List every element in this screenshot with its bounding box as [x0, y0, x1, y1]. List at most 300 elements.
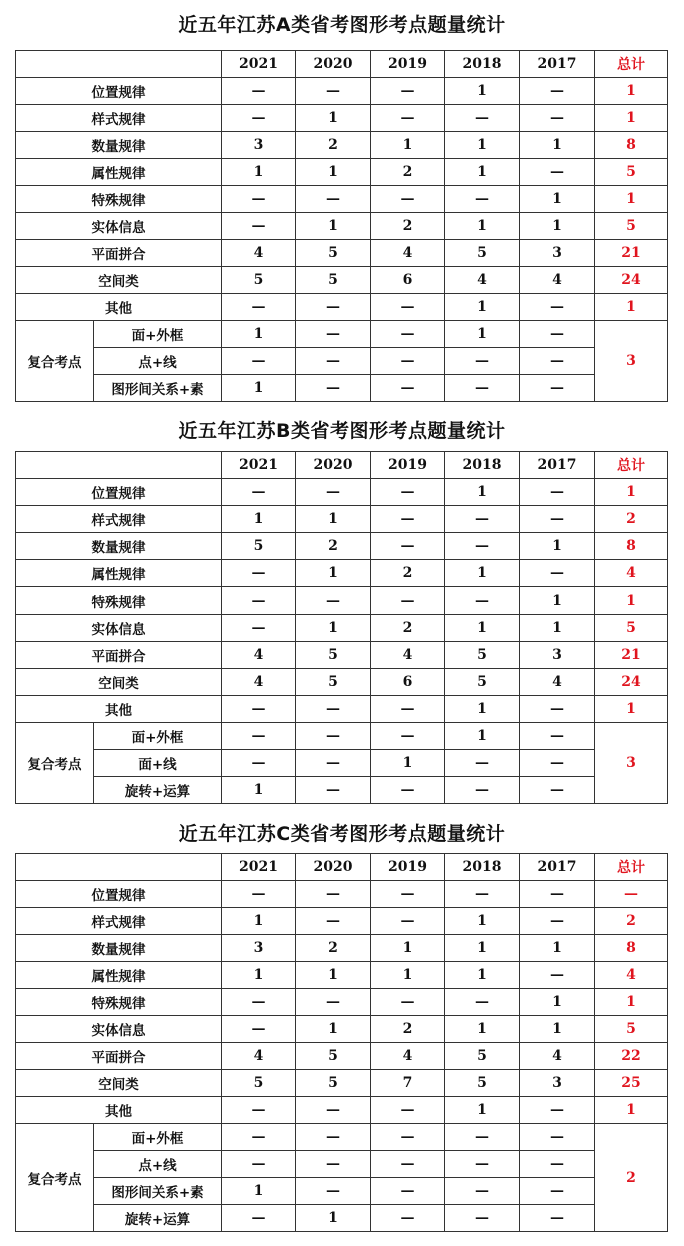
value-cell: 1 [445, 962, 520, 989]
value-cell: — [371, 294, 445, 321]
header-row [16, 51, 668, 78]
total-cell: 1 [595, 695, 668, 722]
row-label: 平面拼合 [16, 641, 222, 668]
value-cell: 4 [371, 240, 445, 267]
compound-row [16, 777, 668, 804]
compound-sub-label: 面+外框 [94, 722, 222, 749]
value-cell: 1 [296, 1016, 371, 1043]
value-cell: 1 [520, 614, 595, 641]
value-cell: 3 [520, 240, 595, 267]
table-row [16, 132, 668, 159]
value-cell: 1 [296, 1205, 371, 1232]
value-cell: — [445, 1205, 520, 1232]
value-cell: — [520, 881, 595, 908]
value-cell: — [371, 533, 445, 560]
value-cell: 1 [445, 159, 520, 186]
value-cell: 2 [371, 159, 445, 186]
value-cell: 1 [296, 159, 371, 186]
year-header: 2020 [296, 452, 371, 479]
compound-sub-label: 面+外框 [94, 1124, 222, 1151]
table-row [16, 267, 668, 294]
compound-sub-label: 面+外框 [94, 321, 222, 348]
value-cell: 4 [520, 1043, 595, 1070]
total-cell: 4 [595, 560, 668, 587]
compound-row [16, 722, 668, 749]
value-cell: — [445, 777, 520, 804]
row-label: 平面拼合 [16, 240, 222, 267]
table-row [16, 479, 668, 506]
value-cell: 1 [520, 533, 595, 560]
value-cell: — [371, 722, 445, 749]
corner-cell [16, 51, 222, 78]
value-cell: 1 [296, 614, 371, 641]
value-cell: — [520, 506, 595, 533]
value-cell: — [520, 777, 595, 804]
stats-table [15, 451, 668, 804]
total-cell: 21 [595, 240, 668, 267]
value-cell: 1 [520, 132, 595, 159]
row-label: 数量规律 [16, 132, 222, 159]
value-cell: — [371, 587, 445, 614]
value-cell: — [296, 1178, 371, 1205]
total-cell: 5 [595, 159, 668, 186]
value-cell: — [371, 321, 445, 348]
total-cell: 24 [595, 668, 668, 695]
value-cell: 1 [222, 375, 296, 402]
value-cell: — [371, 78, 445, 105]
table-title: 近五年江苏A类省考图形考点题量统计 [178, 14, 506, 36]
compound-row [16, 375, 668, 402]
total-cell: 1 [595, 1097, 668, 1124]
value-cell: — [222, 348, 296, 375]
value-cell: 1 [445, 132, 520, 159]
row-label: 其他 [16, 695, 222, 722]
value-cell: — [445, 348, 520, 375]
value-cell: — [445, 881, 520, 908]
value-cell: — [371, 479, 445, 506]
total-cell: 1 [595, 105, 668, 132]
value-cell: 1 [520, 1016, 595, 1043]
value-cell: — [222, 587, 296, 614]
year-header: 2019 [371, 51, 445, 78]
value-cell: — [296, 348, 371, 375]
value-cell: 2 [371, 614, 445, 641]
year-header: 2019 [371, 854, 445, 881]
table-row [16, 533, 668, 560]
stats-section [0, 815, 684, 1228]
value-cell: — [222, 1151, 296, 1178]
value-cell: — [520, 1124, 595, 1151]
value-cell: — [371, 186, 445, 213]
row-label: 样式规律 [16, 506, 222, 533]
table-row [16, 935, 668, 962]
table-row [16, 962, 668, 989]
value-cell: — [445, 375, 520, 402]
value-cell: 1 [371, 750, 445, 777]
value-cell: — [296, 78, 371, 105]
row-label: 数量规律 [16, 935, 222, 962]
value-cell: 1 [222, 962, 296, 989]
value-cell: — [520, 348, 595, 375]
value-cell: 1 [371, 132, 445, 159]
year-header: 2018 [445, 51, 520, 78]
value-cell: — [296, 989, 371, 1016]
value-cell: 1 [445, 722, 520, 749]
value-cell: 7 [371, 1070, 445, 1097]
value-cell: 5 [296, 668, 371, 695]
row-label: 位置规律 [16, 881, 222, 908]
compound-group-label: 复合考点 [16, 321, 94, 402]
row-label: 特殊规律 [16, 186, 222, 213]
value-cell: 5 [445, 641, 520, 668]
value-cell: 1 [296, 560, 371, 587]
value-cell: 1 [222, 777, 296, 804]
value-cell: — [222, 722, 296, 749]
value-cell: 4 [520, 668, 595, 695]
value-cell: 1 [445, 294, 520, 321]
total-cell: 2 [595, 908, 668, 935]
value-cell: — [296, 321, 371, 348]
value-cell: — [222, 479, 296, 506]
value-cell: — [222, 186, 296, 213]
value-cell: 2 [371, 560, 445, 587]
year-header: 2021 [222, 51, 296, 78]
value-cell: 1 [520, 935, 595, 962]
table-row [16, 186, 668, 213]
value-cell: 4 [222, 240, 296, 267]
value-cell: — [520, 105, 595, 132]
value-cell: — [371, 1124, 445, 1151]
value-cell: — [520, 159, 595, 186]
compound-total: 2 [595, 1124, 668, 1232]
value-cell: 4 [222, 1043, 296, 1070]
value-cell: 1 [520, 186, 595, 213]
row-label: 空间类 [16, 668, 222, 695]
compound-row [16, 1151, 668, 1178]
total-cell: 21 [595, 641, 668, 668]
stats-section [0, 6, 684, 398]
compound-group-label: 复合考点 [16, 722, 94, 803]
total-header: 总计 [595, 452, 668, 479]
year-header: 2021 [222, 854, 296, 881]
value-cell: — [296, 1124, 371, 1151]
compound-total: 3 [595, 722, 668, 803]
total-cell: 5 [595, 1016, 668, 1043]
total-cell: 1 [595, 294, 668, 321]
row-label: 特殊规律 [16, 989, 222, 1016]
value-cell: — [371, 777, 445, 804]
table-row [16, 213, 668, 240]
value-cell: — [445, 587, 520, 614]
value-cell: — [371, 908, 445, 935]
year-header: 2019 [371, 452, 445, 479]
row-label: 数量规律 [16, 533, 222, 560]
value-cell: 1 [445, 321, 520, 348]
compound-sub-label: 图形间关系+素 [94, 375, 222, 402]
value-cell: — [371, 881, 445, 908]
total-header: 总计 [595, 854, 668, 881]
row-label: 平面拼合 [16, 1043, 222, 1070]
table-row [16, 641, 668, 668]
value-cell: — [296, 777, 371, 804]
value-cell: — [520, 1151, 595, 1178]
value-cell: 1 [222, 908, 296, 935]
value-cell: 3 [520, 641, 595, 668]
value-cell: 5 [296, 240, 371, 267]
year-header: 2018 [445, 854, 520, 881]
compound-row [16, 750, 668, 777]
year-header: 2017 [520, 452, 595, 479]
value-cell: — [222, 560, 296, 587]
row-label: 其他 [16, 1097, 222, 1124]
table-row [16, 881, 668, 908]
table-row [16, 614, 668, 641]
value-cell: 5 [222, 1070, 296, 1097]
year-header: 2020 [296, 51, 371, 78]
value-cell: 1 [445, 695, 520, 722]
value-cell: — [445, 186, 520, 213]
value-cell: 1 [520, 989, 595, 1016]
row-label: 位置规律 [16, 78, 222, 105]
table-row [16, 506, 668, 533]
value-cell: — [445, 1124, 520, 1151]
table-row [16, 1016, 668, 1043]
value-cell: 4 [371, 641, 445, 668]
value-cell: — [222, 989, 296, 1016]
value-cell: — [222, 1097, 296, 1124]
stats-section [0, 415, 684, 801]
table-row [16, 1097, 668, 1124]
value-cell: — [445, 1151, 520, 1178]
total-cell: 25 [595, 1070, 668, 1097]
row-label: 实体信息 [16, 614, 222, 641]
table-row [16, 1043, 668, 1070]
value-cell: 5 [222, 533, 296, 560]
row-label: 属性规律 [16, 560, 222, 587]
value-cell: — [222, 213, 296, 240]
value-cell: — [371, 695, 445, 722]
value-cell: 1 [445, 560, 520, 587]
value-cell: — [520, 78, 595, 105]
value-cell: — [296, 375, 371, 402]
year-header: 2020 [296, 854, 371, 881]
value-cell: — [296, 1097, 371, 1124]
value-cell: 2 [296, 132, 371, 159]
value-cell: — [296, 479, 371, 506]
value-cell: — [371, 1205, 445, 1232]
row-label: 其他 [16, 294, 222, 321]
value-cell: — [371, 506, 445, 533]
value-cell: 5 [222, 267, 296, 294]
value-cell: 1 [222, 321, 296, 348]
total-header: 总计 [595, 51, 668, 78]
value-cell: 5 [445, 1070, 520, 1097]
value-cell: — [222, 1016, 296, 1043]
total-cell: 2 [595, 506, 668, 533]
value-cell: — [371, 1097, 445, 1124]
value-cell: 5 [445, 668, 520, 695]
compound-row [16, 321, 668, 348]
value-cell: — [296, 750, 371, 777]
value-cell: 5 [445, 1043, 520, 1070]
value-cell: 2 [296, 935, 371, 962]
compound-sub-label: 旋转+运算 [94, 777, 222, 804]
value-cell: — [520, 962, 595, 989]
total-cell: 22 [595, 1043, 668, 1070]
value-cell: — [520, 560, 595, 587]
total-cell: — [595, 881, 668, 908]
value-cell: — [371, 989, 445, 1016]
compound-total: 3 [595, 321, 668, 402]
value-cell: 1 [445, 908, 520, 935]
value-cell: — [222, 614, 296, 641]
row-label: 实体信息 [16, 213, 222, 240]
value-cell: 4 [371, 1043, 445, 1070]
value-cell: — [445, 105, 520, 132]
value-cell: 1 [371, 962, 445, 989]
value-cell: — [222, 695, 296, 722]
total-cell: 1 [595, 479, 668, 506]
value-cell: 4 [520, 267, 595, 294]
table-title: 近五年江苏B类省考图形考点题量统计 [178, 420, 506, 442]
value-cell: — [520, 479, 595, 506]
table-row [16, 908, 668, 935]
total-cell: 24 [595, 267, 668, 294]
value-cell: 1 [222, 159, 296, 186]
table-row [16, 1070, 668, 1097]
row-label: 空间类 [16, 1070, 222, 1097]
value-cell: — [520, 1178, 595, 1205]
value-cell: 2 [371, 213, 445, 240]
compound-row [16, 1205, 668, 1232]
value-cell: — [371, 348, 445, 375]
value-cell: 5 [445, 240, 520, 267]
value-cell: — [371, 1151, 445, 1178]
table-row [16, 78, 668, 105]
table-row [16, 668, 668, 695]
value-cell: 1 [520, 587, 595, 614]
value-cell: — [445, 750, 520, 777]
value-cell: 1 [222, 1178, 296, 1205]
value-cell: — [296, 294, 371, 321]
value-cell: 1 [445, 1097, 520, 1124]
value-cell: 4 [445, 267, 520, 294]
value-cell: — [520, 722, 595, 749]
header-row [16, 854, 668, 881]
value-cell: — [222, 750, 296, 777]
value-cell: — [520, 294, 595, 321]
compound-row [16, 1124, 668, 1151]
value-cell: — [222, 105, 296, 132]
compound-row [16, 348, 668, 375]
year-header: 2021 [222, 452, 296, 479]
value-cell: 1 [296, 506, 371, 533]
value-cell: 1 [296, 962, 371, 989]
compound-sub-label: 点+线 [94, 1151, 222, 1178]
total-cell: 1 [595, 78, 668, 105]
row-label: 样式规律 [16, 908, 222, 935]
value-cell: — [296, 881, 371, 908]
row-label: 属性规律 [16, 159, 222, 186]
value-cell: 1 [445, 213, 520, 240]
value-cell: 5 [296, 1043, 371, 1070]
value-cell: — [520, 695, 595, 722]
value-cell: — [445, 989, 520, 1016]
total-cell: 5 [595, 213, 668, 240]
stats-table [15, 50, 668, 402]
value-cell: 5 [296, 267, 371, 294]
table-row [16, 989, 668, 1016]
year-header: 2017 [520, 854, 595, 881]
value-cell: — [445, 1178, 520, 1205]
value-cell: 2 [371, 1016, 445, 1043]
value-cell: — [296, 186, 371, 213]
table-row [16, 159, 668, 186]
value-cell: 3 [222, 935, 296, 962]
corner-cell [16, 854, 222, 881]
corner-cell [16, 452, 222, 479]
value-cell: — [445, 533, 520, 560]
total-cell: 5 [595, 614, 668, 641]
value-cell: — [520, 908, 595, 935]
value-cell: — [371, 1178, 445, 1205]
compound-sub-label: 图形间关系+素 [94, 1178, 222, 1205]
value-cell: — [296, 908, 371, 935]
value-cell: — [520, 375, 595, 402]
year-header: 2018 [445, 452, 520, 479]
value-cell: — [222, 1124, 296, 1151]
value-cell: 1 [445, 78, 520, 105]
row-label: 位置规律 [16, 479, 222, 506]
value-cell: — [371, 105, 445, 132]
year-header: 2017 [520, 51, 595, 78]
total-cell: 1 [595, 989, 668, 1016]
value-cell: 1 [222, 506, 296, 533]
value-cell: 1 [371, 935, 445, 962]
total-cell: 8 [595, 132, 668, 159]
value-cell: — [520, 321, 595, 348]
compound-sub-label: 面+线 [94, 750, 222, 777]
value-cell: — [222, 294, 296, 321]
table-row [16, 240, 668, 267]
table-title: 近五年江苏C类省考图形考点题量统计 [178, 823, 506, 845]
total-cell: 4 [595, 962, 668, 989]
value-cell: — [371, 375, 445, 402]
value-cell: 1 [520, 213, 595, 240]
value-cell: — [296, 722, 371, 749]
value-cell: 5 [296, 641, 371, 668]
value-cell: 6 [371, 668, 445, 695]
row-label: 属性规律 [16, 962, 222, 989]
value-cell: — [445, 506, 520, 533]
value-cell: — [296, 587, 371, 614]
total-cell: 8 [595, 935, 668, 962]
total-cell: 1 [595, 186, 668, 213]
value-cell: 4 [222, 668, 296, 695]
value-cell: — [222, 78, 296, 105]
value-cell: — [222, 881, 296, 908]
row-label: 样式规律 [16, 105, 222, 132]
compound-group-label: 复合考点 [16, 1124, 94, 1232]
value-cell: — [520, 750, 595, 777]
value-cell: 6 [371, 267, 445, 294]
value-cell: 1 [296, 105, 371, 132]
value-cell: 4 [222, 641, 296, 668]
table-row [16, 695, 668, 722]
row-label: 实体信息 [16, 1016, 222, 1043]
row-label: 特殊规律 [16, 587, 222, 614]
value-cell: 1 [445, 614, 520, 641]
